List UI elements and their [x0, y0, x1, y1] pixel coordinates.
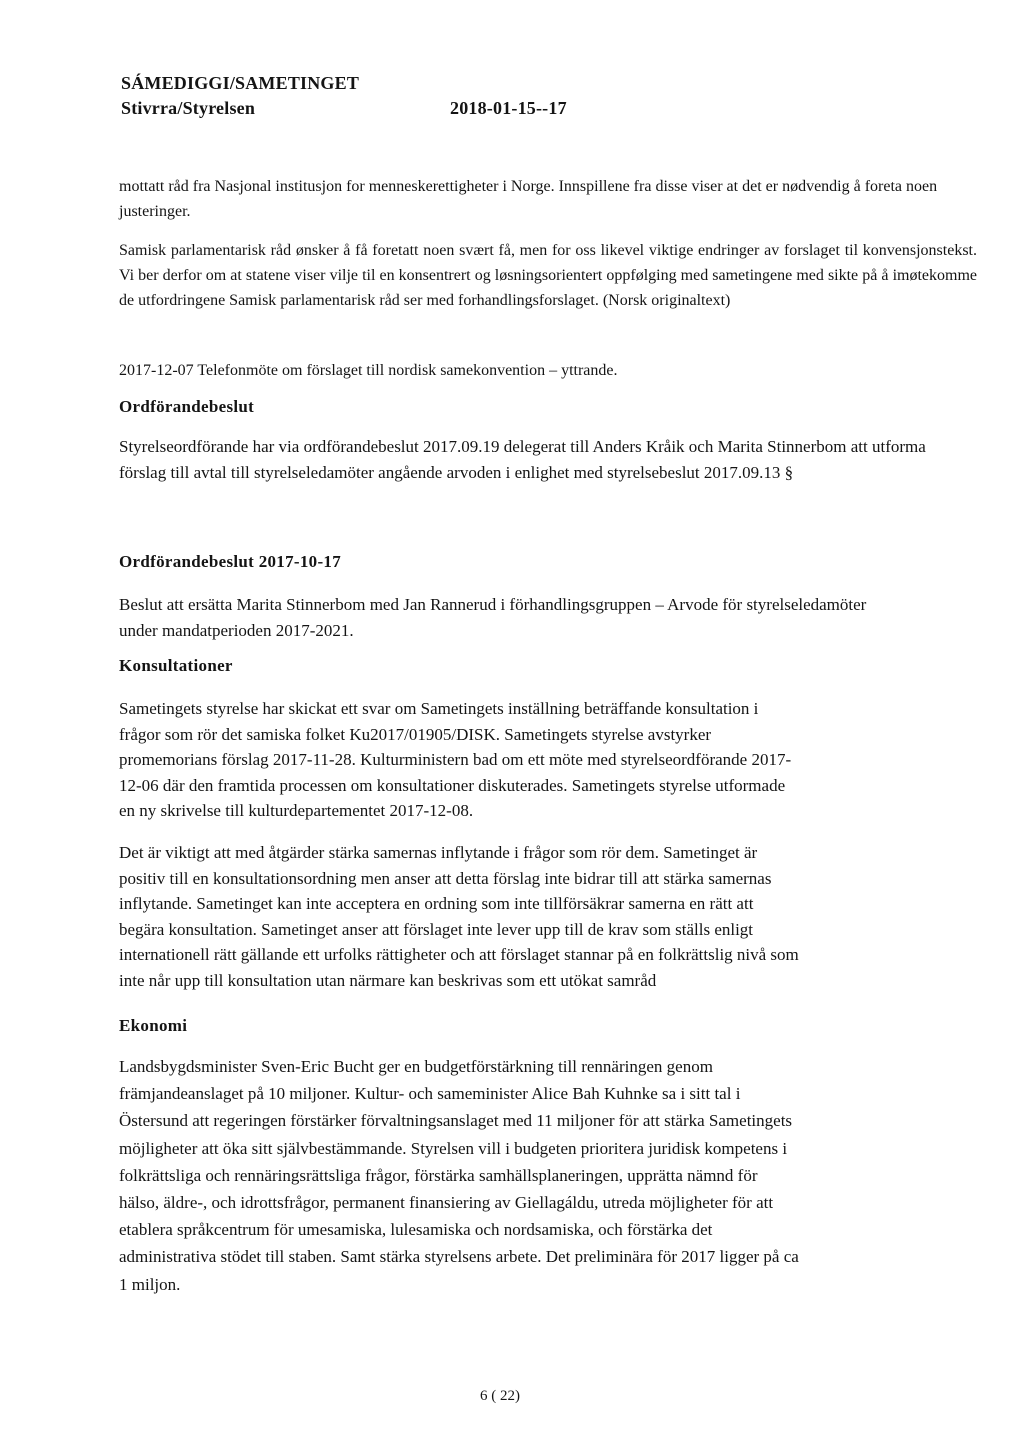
text-line: Östersund att regeringen förstärker förvaltningsanslaget med 11 miljoner för att stärka Sametingets [119, 1111, 793, 1131]
organization-name: SÁMEDIGGI/SAMETINGET [121, 73, 360, 93]
text-line: inflytande. Sametinget kan inte acceptera en ordning som inte tillförsäkrar samerna en rätt att [119, 894, 754, 913]
text-line: Det är viktigt att med åtgärder stärka samernas inflytande i frågor som rör dem. Sametinget är [119, 843, 758, 862]
text-line: begära konsultation. Sametinget anser att förslaget inte lever upp till de krav som ställs enligt [119, 919, 754, 939]
text-line: positiv till en konsultationsordning men anser att detta förslag inte bidrar till att stärka samernas [119, 868, 772, 888]
ordforandebeslut-2017-10-17-heading: Ordförandebeslut 2017-10-17 [119, 552, 342, 571]
meeting-date: 2018-01-15--17 [450, 98, 567, 118]
text-line: främjandeanslaget på 10 miljoner. Kultur- och sameminister Alice Bah Kuhnke sa i sitt tal i [119, 1084, 741, 1104]
norsk-intro-paragraph [119, 174, 977, 224]
text-line: 1 miljon. [119, 1274, 181, 1294]
text-line: möjligheter att öka sitt självbestämmande. Styrelsen vill i budgeten prioritera juridisk kompetens i [119, 1138, 788, 1158]
unit-name: Stivrra/Styrelsen [121, 98, 256, 118]
text-line: inte når upp till konsultation utan närmare kan beskrivas som ett utökat samråd [119, 970, 657, 990]
ekonomi-paragraph [119, 1053, 939, 1298]
konsultationer-paragraph-1 [119, 696, 939, 824]
ordforandebeslut-heading: Ordförandebeslut [119, 397, 255, 416]
ordforandebeslut-2017-10-17-text: Beslut att ersätta Marita Stinnerbom med Jan Rannerud i förhandlingsgruppen – Arvode för styrelseledamöter under mandatperioden 2017-2021. [119, 595, 867, 640]
text-line: frågor som rör det samiska folket Ku2017/01905/DISK. Sametingets styrelse avstyrker [119, 724, 712, 744]
norsk-main-paragraph [119, 238, 977, 313]
text-line: administrativa stödet till staben. Samt stärka styrelsens arbete. Det preliminära för 2017 ligger på ca [119, 1247, 799, 1267]
text-line: Sametingets styrelse har skickat ett svar om Sametingets inställning beträffande konsultation i [119, 699, 759, 718]
text-line: etablera språkcentrum för umesamiska, lulesamiska och nordsamiska, och förstärka det [119, 1220, 713, 1240]
norsk-main-text: Samisk parlamentarisk råd ønsker å få foretatt noen svært få, men for oss likevel viktige endringer av forslaget til konvensjonstekst. Vi ber derfor om at statene viser vilje til en konsentrert og løsningsorientert oppfølging med sametingene med sikte på å imøtekomme de utfordringene Samisk parlamentarisk råd ser med forhandlingsforslaget. (Norsk originaltext) [119, 242, 977, 309]
ordforandebeslut-2017-10-17-paragraph [119, 592, 909, 643]
text-line: en ny skrivelse till kulturdepartementet 2017-12-08. [119, 801, 474, 820]
text-line: 12-06 där den framtida processen om konsultationer diskuterades. Sametingets styrelse utformade [119, 775, 786, 795]
text-line: folkrättsliga och rennäringsrättsliga frågor, förstärka samhällsplaneringen, upprätta nämnd för [119, 1165, 758, 1185]
text-line: hälso, äldre-, och idrottsfrågor, permanent finansiering av Giellagáldu, utreda möjligheter för att [119, 1193, 774, 1213]
konsultationer-paragraph-2 [119, 840, 939, 993]
ekonomi-heading: Ekonomi [119, 1016, 188, 1035]
ordforandebeslut-text: Styrelseordförande har via ordförandebeslut 2017.09.19 delegerat till Anders Kråik och Marita Stinnerbom att utforma förslag till avtal till styrelseledamöter angående arvoden i enlighet med styrelsebeslut 2017.09.13 § [119, 437, 926, 482]
konsultationer-heading: Konsultationer [119, 656, 233, 675]
ordforandebeslut-paragraph [119, 434, 929, 485]
text-line: promemorians förslag 2017-11-28. Kulturministern bad om ett möte med styrelseordförande 2017- [119, 750, 792, 769]
telefonmote-paragraph [119, 358, 939, 383]
text-line: internationell rätt gällande ett urfolks rättigheter och att förslaget stannar på en folkrättslig nivå som [119, 945, 799, 964]
telefonmote-text: 2017-12-07 Telefonmöte om förslaget till nordisk samekonvention – yttrande. [119, 362, 618, 379]
text-line: Landsbygdsminister Sven-Eric Bucht ger en budgetförstärkning till rennäringen genom [119, 1057, 713, 1076]
norsk-intro-text: mottatt råd fra Nasjonal institusjon for menneskerettigheter i Norge. Innspillene fra disse viser at det er nødvendig å foreta noen justeringer. [119, 178, 938, 220]
page-number: 6 ( 22) [480, 1388, 520, 1404]
